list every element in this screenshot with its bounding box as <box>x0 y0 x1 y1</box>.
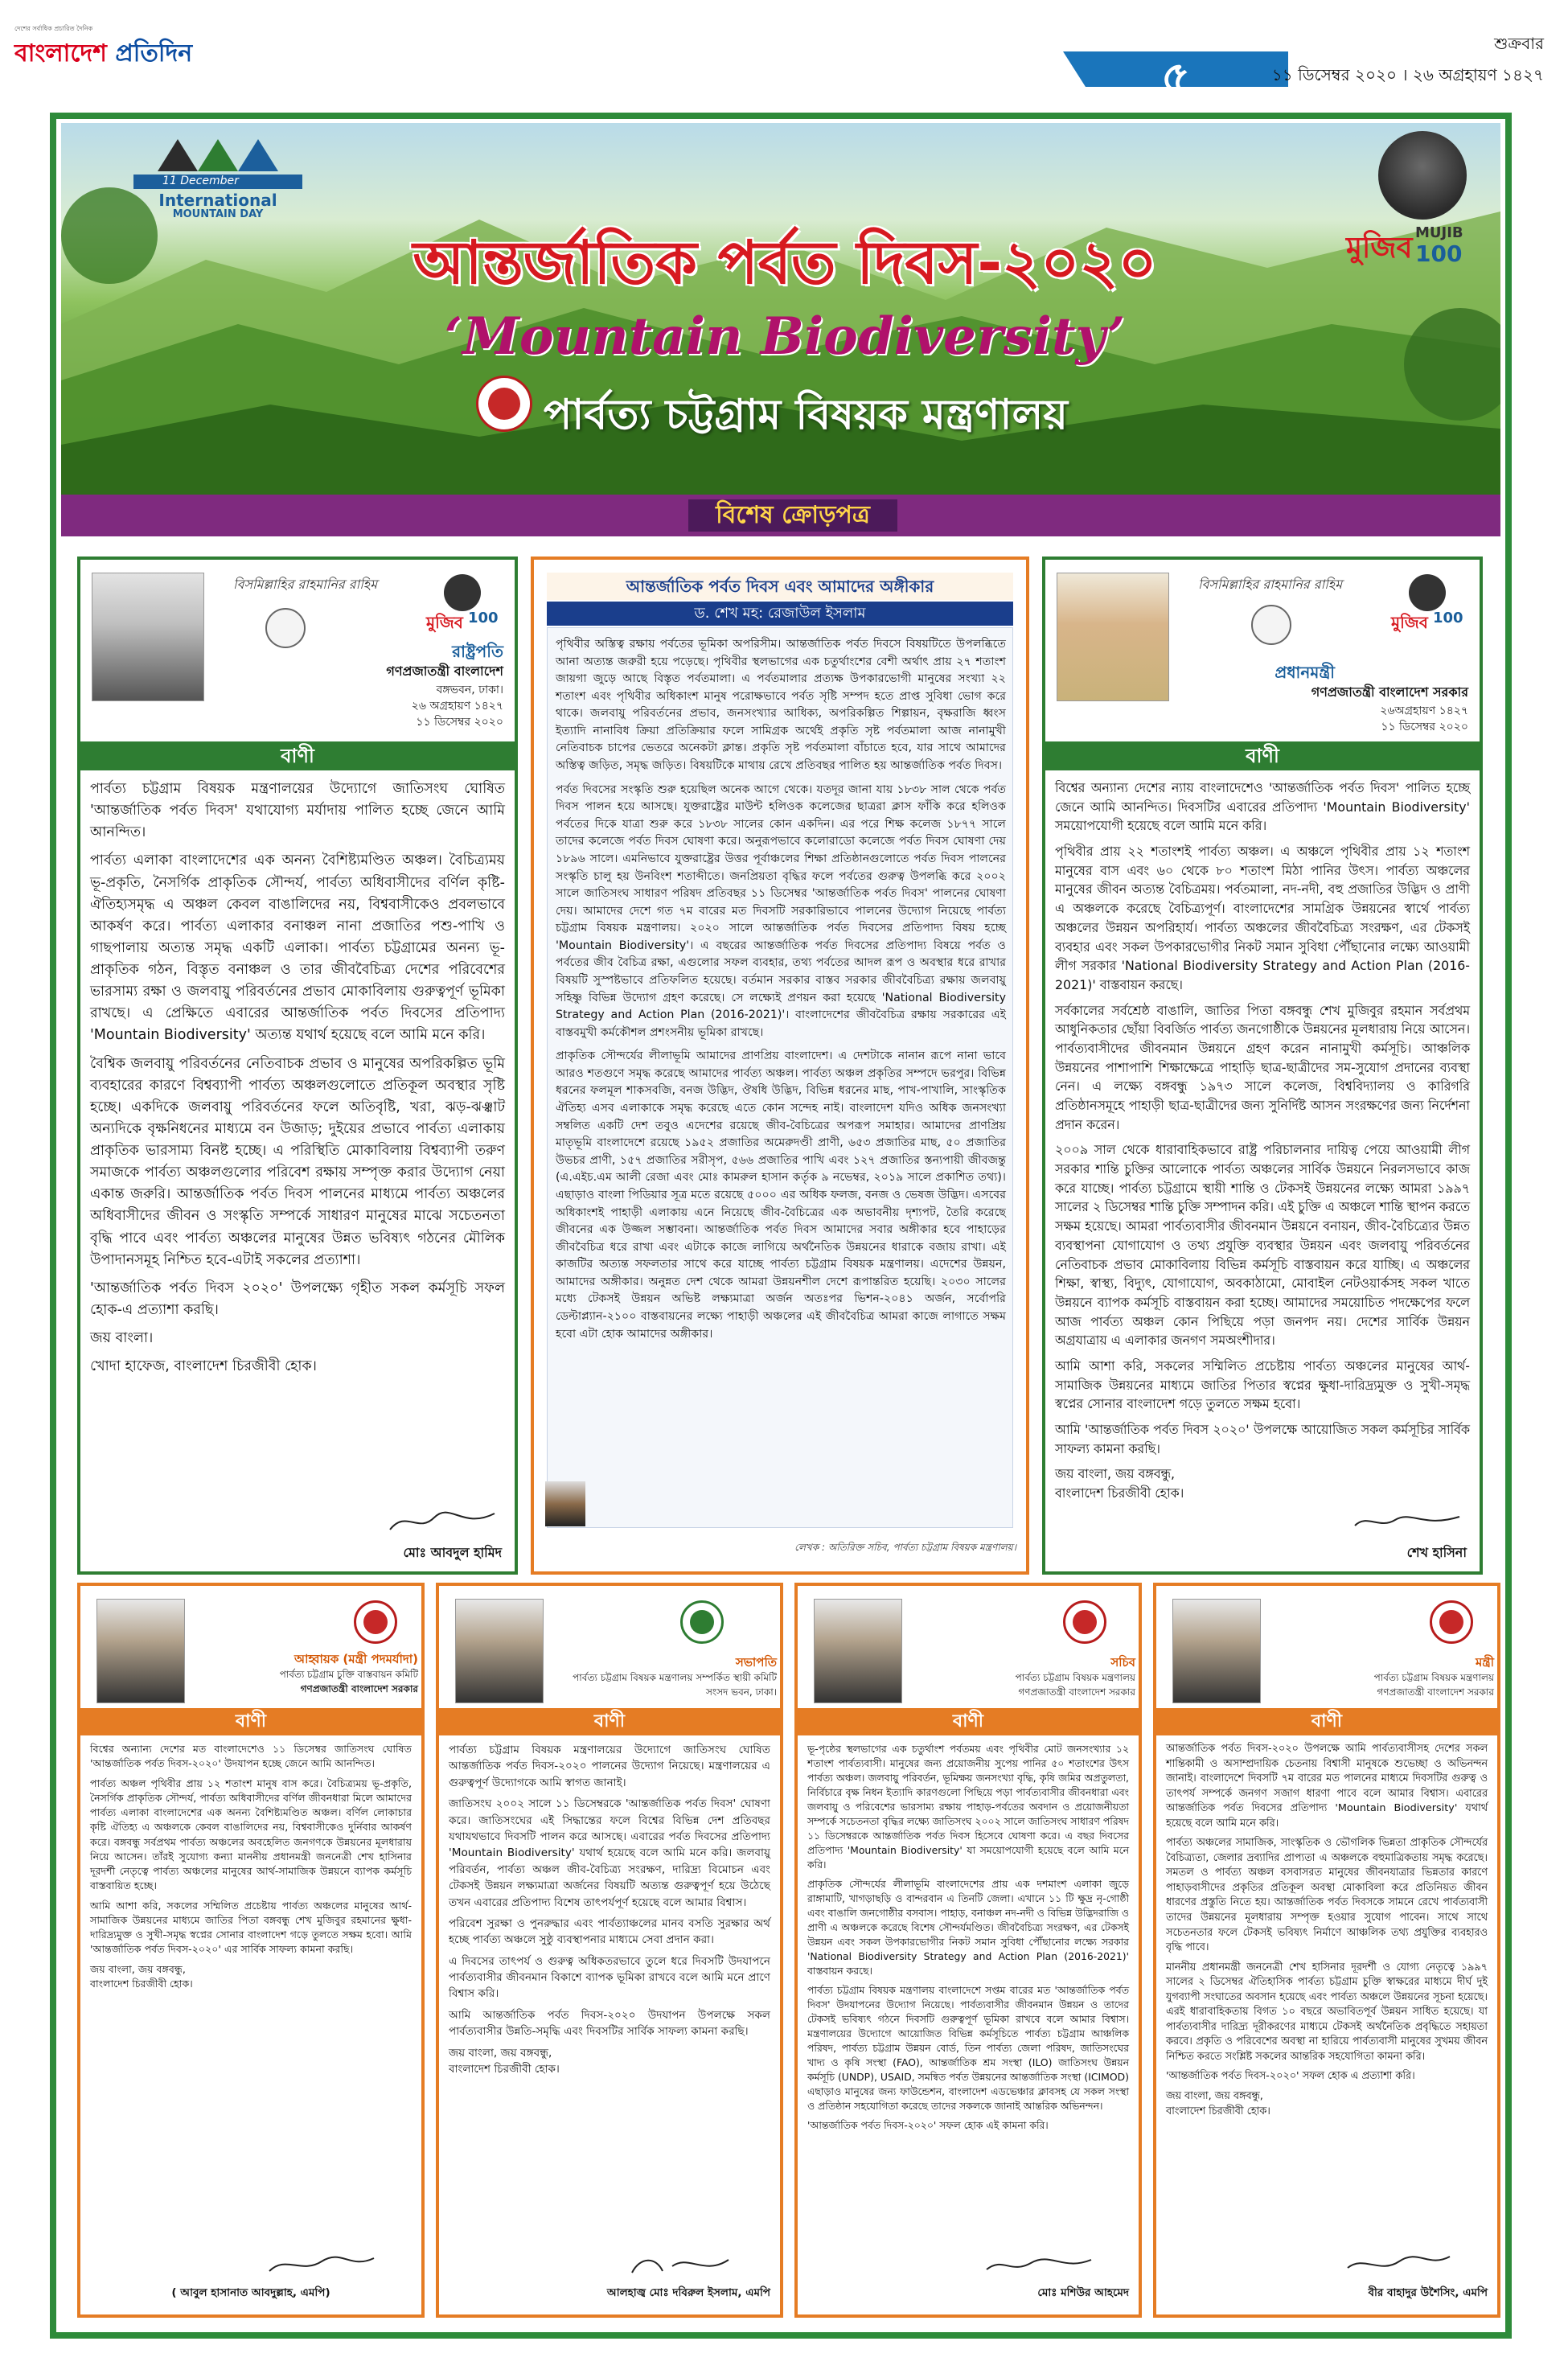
logo-brand <box>14 34 192 75</box>
paragraph: মাননীয় প্রধানমন্ত্রী জননেত্রী শেখ হাসিনার দূরদর্শী ও যোগ্য নেতৃত্বে ১৯৯৭ সালের ২ ডিসেম্বর ঐতিহাসিক পার্বত্য চট্টগ্রাম চুক্তি স্বাক্ষরের মাধ্যমে দীর্ঘ দুই যুগব্যাপী সংঘাতের অবসান হয়েছে এবং পার্বত্য অঞ্চলে উন্নয়নের সূচনা হয়েছে। এরই ধারাবাহিকতায় বিগত ১০ বছরে অভাবিতপূর্ব উন্নয়ন সাধিত হয়েছে। যা পার্বত্যবাসীর দারিদ্র্য দূরীকরণের মাধ্যমে টেকসই অর্থনৈতিক প্রবৃদ্ধিতে সহায়তা করবে। প্রকৃতি ও পরিবেশের অবস্থা না হারিয়ে পার্বত্যবাসী মানুষের সুখময় জীবন নিশ্চিত করতে সংশ্লিষ্ট সকলের আন্তরিক সহযোগিতা কামনা করি। <box>1166 1961 1488 2063</box>
pm-photo <box>1057 573 1169 701</box>
paragraph: ভূ-পৃষ্ঠের স্থলভাগের এক চতুর্থাংশ পর্বতময় এবং পৃথিবীর মোট জনসংখ্যার ১২ শতাংশ পার্বত্যবাসী। মানুষের জন্য প্রয়োজনীয় সুপেয় পানির ৫০ শতাংশের উৎস পার্বত্য অঞ্চল। জলবায়ু পরিবর্তন, ভূমিক্ষয় জনসংখ্যা বৃদ্ধি, কৃষি জমির অপ্রতুলতা, নির্বিচারে বৃক্ষ নিধন ইত্যাদি কারণগুলো পিছিয়ে পড়া পার্বত্যবাসীর জীবনধারা এবং জলবায়ু ও পরিবেশের ভারসাম্য রক্ষায় পাহাড়-পর্বতের অবদান ও প্রয়োজনীয়তা সম্পর্কে সচেতনতা বৃদ্ধির লক্ষ্যে জাতিসংঘ ২০০২ সালে জাতিসংঘ সাধারণ পরিষদ ১১ ডিসেম্বরকে আন্তর্জাতিক পর্বত দিবস হিসেবে ঘোষণা করে। এ বছর দিবসের প্রতিপাদ্য 'Mountain Biodiversity' যা সময়োপযোগী হয়েছে বলে আমি মনে করি। <box>807 1743 1129 1871</box>
bani-heading: বাণী <box>80 1708 421 1735</box>
president-date-english: ১১ ডিসেম্বর ২০২০ <box>416 716 503 729</box>
special-supplement-bar <box>61 495 1500 536</box>
masthead <box>0 0 1568 113</box>
mujib-centenary-logo <box>1346 131 1491 292</box>
message-body <box>1166 1742 1488 2124</box>
secretary-signature <box>983 2250 1095 2279</box>
message-body <box>807 1742 1129 2138</box>
author-photo <box>545 1481 585 1526</box>
bani-heading: বাণী <box>798 1708 1139 1735</box>
message-header <box>80 1586 421 1707</box>
president-role: রাষ্ট্রপতি <box>452 642 503 661</box>
paragraph: খোদা হাফেজ, বাংলাদেশ চিরজীবী হোক। <box>90 1358 317 1375</box>
paragraph: বাংলাদেশ চিরজীবী হোক। <box>1055 1485 1184 1501</box>
president-bani-heading: বাণী <box>80 741 515 770</box>
paragraph: আমি আশা করি, সকলের সম্মিলিত প্রচেষ্টায় পার্বত্য অঞ্চলের মানুষের আর্থ-সামাজিক উন্নয়নের মাধ্যমে জাতির পিতা বঙ্গবন্ধু শেখ মুজিবুর রহমানের ক্ষুধা-দারিদ্র্যমুক্ত ও সুখী-সমৃদ্ধ স্বপ্নের সোনার বাংলাদেশ গড়ে তুলতে সক্ষম হবো। আমি 'আন্তর্জাতিক পর্বত দিবস-২০২০' এর সার্বিক সাফল্য কামনা করছি। <box>90 1899 412 1956</box>
minister-message <box>1153 1583 1500 2318</box>
message-org-line1: পার্বত্য চট্টগ্রাম বিষয়ক মন্ত্রণালয় সম্পর্কিত স্থায়ী কমিটি <box>573 1672 777 1683</box>
paragraph: ২০০৯ সাল থেকে ধারাবাহিকভাবে রাষ্ট্র পরিচালনার দায়িত্ব পেয়ে আওয়ামী লীগ সরকার শান্তি চুক্তির আলোকে পার্বত্য অঞ্চলের সার্বিক উন্নয়নে নিরলসভাবে কাজ করে যাচ্ছে। পার্বত্য চট্টগ্রামে স্থায়ী শান্তি ও টেকসই উন্নয়নের লক্ষ্যে আমরা ১৯৯৭ সালের ২ ডিসেম্বর শান্তি চুক্তি সম্পাদন করি। এই চুক্তি এ অঞ্চলে শান্তি স্থাপন করতে সক্ষম হয়েছে। আমরা পার্বত্যবাসীর জীবনমান উন্নয়নে বনায়ন, জীব-বৈচিত্র্যের উন্নত ব্যবস্থাপনা যোগাযোগ ও তথ্য প্রযুক্তি ব্যবস্থার উন্নয়ন এবং জলবায়ু পরিবর্তনের নেতিবাচক প্রভাব মোকাবিলায় বিভিন্ন কর্মসূচি বাস্তবায়ন করে যাচ্ছি। এ অঞ্চলের শিক্ষা, স্বাস্থ্য, বিদ্যুৎ, যোগাযোগ, অবকাঠামো, মোবাইল নেটওয়ার্কসহ সকল খাতে উন্নয়নে ব্যাপক কর্মসূচি বাস্তবায়ন করা হচ্ছে। আমাদের সময়োচিত পদক্ষেপের ফলে আজ পার্বত্য অঞ্চল কোন পিছিয়ে পড়া জনপদ নয়। দেশের সার্বিক উন্নয়ন অগ্রযাত্রায় এ এলাকার জনগণ সমঅংশীদার। <box>1055 1142 1470 1349</box>
president-header <box>80 560 515 737</box>
paragraph: বাংলাদেশ চিরজীবী হোক। <box>1166 2105 1270 2117</box>
pm-message <box>1042 557 1483 1575</box>
signatory-name: আলহাজ্ব মোঃ দবিরুল ইসলাম, এমপি <box>606 2286 770 2299</box>
mujib-eng: MUJIB <box>1415 224 1463 241</box>
article-content <box>547 627 1013 1528</box>
paragraph: আমি আশা করি, সকলের সম্মিলিত প্রচেষ্টায় পার্বত্য অঞ্চলের মানুষের আর্থ-সামাজিক উন্নয়নের মাধ্যমে জাতির পিতার স্বপ্নের ক্ষুধা-দারিদ্র্যমুক্ত ও সুখী-সমৃদ্ধ স্বপ্নের সোনার বাংলাদেশ গড়ে তুলতে সক্ষম হবো। <box>1055 1357 1470 1412</box>
article-byline: লেখক : অতিরিক্ত সচিব, পার্বত্য চট্টগ্রাম বিষয়ক মন্ত্রণালয়। <box>794 1542 1016 1553</box>
chairman-photo <box>455 1599 544 1703</box>
mujib-word: মুজিব <box>1391 613 1428 632</box>
paragraph: জয় বাংলা, জয় বঙ্গবন্ধু, <box>1055 1466 1176 1482</box>
paragraph: পার্বত্য এলাকা বাংলাদেশের এক অনন্য বৈশিষ্ট্যমণ্ডিত অঞ্চল। বৈচিত্র্যময় ভূ-প্রকৃতি, নৈসর্গিক প্রাকৃতিক সৌন্দর্য, পার্বত্য অধিবাসীদের বর্ণিল কৃষ্টি-ঐতিহ্যসমৃদ্ধ এ অঞ্চল কেবল বাঙালিদের নয়, বিশ্ববাসীকেও প্রবলভাবে আকর্ষণ করে। পার্বত্য এলাকার বনাঞ্চল নানা প্রজাতির পশু-পাখি ও গাছপালায় অত্যন্ত সমৃদ্ধ একটি এলাকা। পার্বত্য চট্টগ্রামের অনন্য ভূ-প্রাকৃতিক গঠন, বিস্তৃত বনাঞ্চল ও তার জীববৈচিত্র্য দেশের পরিবেশের ভারসাম্য রক্ষা ও জলবায়ু পরিবর্তনের প্রভাব মোকাবিলায় গুরুত্বপূর্ণ ভূমিকা রাখছে। এ প্রেক্ষিতে এবারের আন্তর্জাতিক পর্বত দিবসের প্রতিপাদ্য 'Mountain Biodiversity' অত্যন্ত যথার্থ হয়েছে বলে আমি মনে করি। <box>90 852 505 1044</box>
signatory-name: ( আবুল হাসানাত আবদুল্লাহ, এমপি) <box>171 2286 330 2299</box>
message-org-line1: পার্বত্য চট্টগ্রাম বিষয়ক মন্ত্রণালয় <box>1373 1672 1494 1683</box>
mujib-centenary-logo <box>426 574 499 639</box>
paragraph: পৃথিবীর অস্তিত্ব রক্ষায় পর্বতের ভূমিকা অপরিসীম। আন্তর্জাতিক পর্বত দিবসে বিষয়টিতে উপলব্ধিতে আনা অত্যন্ত জরুরী হয়ে পড়েছে। পৃথিবীর স্থলভাগের এক চতুর্থাংশের বেশী অর্থাৎ প্রায় ২৭ শতাংশ জায়গা জুড়ে আছে বিস্তৃত পর্বতমালা। এ পর্বতমালার প্রত্যক্ষ উপকারভোগী মানুষের সংখ্যা ২২ শতাংশ এবং পৃথিবীর অধিকাংশ মানুষ পরোক্ষভাবে পর্বত সৃষ্টি সম্পদ হতে প্রাপ্ত সুবিধা ভোগ করে থাকে। জলবায়ু পরিবর্তনের প্রভাব, জনসংখ্যার আধিক্য, অপরিকল্পিত শিল্পায়ন, বৃক্ষরাজি ধ্বংস ইত্যাদি নানাবিধ ক্রিয়া প্রতিক্রিয়ার ফলে সামিগ্রক অর্থেই প্রকৃতি সৃষ্ট পর্বতমালা আজ নানামুখী নেতিবাচক চাপের ভেতরে অনেকটা ক্লান্ত। প্রকৃতি সৃষ্ট পর্বতমালা বাঁচাতে হবে, যার সাথে আমাদের অস্তিত্ব জড়িত, সমৃদ্ধ জড়িত। বিষয়টিকে মাথায় রেখে প্রতিবছর পালিত হয় আন্তর্জাতিক পর্বত দিবস। <box>556 638 1006 773</box>
ministry-emblem-icon <box>354 1600 397 1644</box>
paragraph: বাংলাদেশ চিরজীবী হোক। <box>449 2063 560 2076</box>
message-header <box>1156 1586 1497 1707</box>
page-number-box <box>1063 32 1288 105</box>
paragraph: পার্বত্য চট্টগ্রাম বিষয়ক মন্ত্রণালয়ের উদ্যোগে জাতিসংঘ ঘোষিত আন্তর্জাতিক পর্বত দিবস-২০২০ পালনের উদ্যোগ নিয়েছে। মন্ত্রণালয়ের এ গুরুত্বপূর্ণ উদ্যোগকে আমি স্বাগত জানাই। <box>449 1744 770 1789</box>
paragraph: 'আন্তর্জাতিক পর্বত দিবস-২০২০' সফল হোক এই কামনা করি। <box>807 2118 1049 2131</box>
paragraph: পরিবেশ সুরক্ষা ও পুনরুদ্ধার এবং পার্বত্যাঞ্চলের মানব বসতি সুরক্ষার অর্থ হচ্ছে পার্বত্য অঞ্চলে সুষ্ঠু ব্যবস্থাপনার মাধ্যমে সেবা প্রদান করা। <box>449 1916 770 1947</box>
message-org-line2: গণপ্রজাতন্ত্রী বাংলাদেশ সরকার <box>1018 1686 1135 1698</box>
brand-part-2: প্রতিদিন <box>115 39 193 68</box>
message-org-line1: পার্বত্য চট্টগ্রাম বিষয়ক মন্ত্রণালয় <box>1015 1672 1135 1683</box>
article-title: আন্তর্জাতিক পর্বত দিবস এবং আমাদের অঙ্গীকার <box>547 573 1013 600</box>
mujib-number: 100 <box>1415 240 1463 267</box>
bani-heading: বাণী <box>1156 1708 1497 1735</box>
banner-title: আন্তর্জাতিক পর্বত দিবস-২০২০ <box>413 228 1157 298</box>
feature-article <box>531 557 1029 1575</box>
ministry-emblem-icon <box>1430 1600 1473 1644</box>
government-seal-icon <box>1251 605 1291 645</box>
paragraph: জয় বাংলা, জয় বঙ্গবন্ধু, <box>449 2046 552 2060</box>
banner <box>61 123 1500 495</box>
article-author: ড. শেখ মহ: রেজাউল ইসলাম <box>547 602 1013 626</box>
mountain-peaks-icon <box>158 131 278 171</box>
bismillah-text: বিসমিল্লাহির রাহমানির রাহিম <box>1198 577 1343 592</box>
president-place: বঙ্গভবন, ঢাকা। <box>436 684 503 696</box>
message-org-line2: সংসদ ভবন, ঢাকা। <box>706 1686 777 1698</box>
paragraph: প্রাকৃতিক সৌন্দর্যের লীলাভূমি বাংলাদেশের প্রায় এক দশমাংশ এলাকা জুড়ে রাঙ্গামাটি, খাগড়াছড়ি ও বান্দরবান এ তিনটি জেলা। এখানে ১১ টি ক্ষুদ্র নৃ-গোষ্ঠী এবং বাঙালি জনগোষ্ঠীর বসবাস। পাহাড়, বনাঞ্চল নদ-নদী ও বিভিন্ন উদ্ভিদরাজি ও প্রাণী এ অঞ্চলকে করেছে বিশেষ সৌন্দর্যমণ্ডিত। জীববৈচিত্র্য সংরক্ষণ, এর টেকসই উন্নয়ন এবং সকল উপকারভোগীর নিকট সমান সুবিধা পৌঁছানোর লক্ষ্যে সরকার 'National Biodiversity Strategy and Action Plan (2016-2021)' বাস্তবায়ন করছে। <box>807 1877 1129 1977</box>
chairman-signature <box>624 2250 737 2279</box>
message-role: সভাপতি <box>735 1655 777 1670</box>
mujib-number: 100 <box>468 610 499 626</box>
pm-org: গণপ্রজাতন্ত্রী বাংলাদেশ সরকার <box>1311 684 1468 700</box>
article-text <box>556 636 1006 1349</box>
president-message <box>77 557 518 1575</box>
mujib-centenary-logo <box>1391 574 1463 639</box>
paragraph: 'আন্তর্জাতিক পর্বত দিবস ২০২০' উপলক্ষ্যে গৃহীত সকল কর্মসূচি সফল হোক-এ প্রত্যাশা করছি। <box>90 1279 505 1318</box>
bismillah-text: বিসমিল্লাহির রাহমানির রাহিম <box>233 577 378 592</box>
bani-heading: বাণী <box>439 1708 780 1735</box>
message-org-line1: পার্বত্য চট্টগ্রাম চুক্তি বাস্তবায়ন কমিটি <box>279 1669 418 1680</box>
logo-tagline: দেশের সর্বাধিক প্রচারিত দৈনিক <box>14 25 93 32</box>
convener-photo <box>96 1599 185 1703</box>
paragraph: পার্বত্য অঞ্চলের সামাজিক, সাংস্কৃতিক ও ভৌগলিক ভিন্নতা প্রাকৃতিক সৌন্দর্যের বৈচিত্র্যতা, জেলার দ্রব্যাদির প্রাপ্যতা এ অঞ্চলকে বহুমাত্রিকতায় সমৃদ্ধ করেছে। সমতল ও পার্বত্য অঞ্চল বসবাসরত মানুষের জীবনযাত্রার ভিন্নতার কারণে পাহাড়বাসীদের প্রকৃতির প্রতিকূল অবস্থা মোকাবিলা করে প্রতিনিয়ত জীবন ধারণের প্রস্তুতি নিতে হয়। আন্তর্জাতিক পর্বত দিবসকে সামনে রেখে পার্বত্যবাসী তাদের উন্নয়নের মূলধারায় সম্পৃক্ত হওয়ার সুযোগ পাবেন। সাথে সাথে সচেতনতার ফলে টেকসই ভবিষ্যৎ নির্মাণে আঞ্চলিক তথ্য প্রযুক্তির ব্যবহারও বৃদ্ধি পাবে। <box>1166 1837 1488 1954</box>
convener-signature <box>265 2250 378 2279</box>
president-signature <box>386 1505 499 1538</box>
national-emblem-icon <box>265 608 306 648</box>
paragraph: জয় বাংলা। <box>90 1330 154 1346</box>
dateline-day: শুক্রবার <box>1494 34 1544 53</box>
president-photo <box>92 573 204 701</box>
pm-body <box>1055 778 1470 1509</box>
paragraph: পার্বত্য চট্টগ্রাম বিষয়ক মন্ত্রণালয়ের উদ্যোগে জাতিসংঘ ঘোষিত 'আন্তর্জাতিক পর্বত দিবস' যথাযোগ্য মর্যাদায় পালিত হচ্ছে জেনে আমি আনন্দিত। <box>90 781 505 841</box>
signatory-name: মোঃ মশিউর আহমেদ <box>1037 2286 1129 2299</box>
paragraph: আমি 'আন্তর্জাতিক পর্বত দিবস ২০২০' উপলক্ষে আয়োজিত সকল কর্মসূচির সার্বিক সাফল্য কামনা করছি। <box>1055 1422 1470 1456</box>
president-date-bangla: ২৬ অগ্রহায়ণ ১৪২৭ <box>411 700 503 713</box>
bangabandhu-portrait <box>1409 574 1446 611</box>
paragraph: সর্বকালের সর্বশ্রেষ্ঠ বাঙালি, জাতির পিতা বঙ্গবন্ধু শেখ মুজিবুর রহমান সর্বপ্রথম আধুনিকতার ছোঁয়া বিবর্জিত পার্বত্য জনগোষ্ঠীকে উন্নয়নের মূলধারায় নিয়ে আসেন। পার্বত্যবাসীদের জীবনমান উন্নয়নে গ্রহণ করেন নানামুখী কর্মসূচি। আঞ্চলিক উন্নয়নের পাশাপাশি শিক্ষাক্ষেত্রে পাহাড়ি ছাত্র-ছাত্রীদের সম-সুযোগ প্রদানের ব্যবস্থা নেন। এ লক্ষ্যে বঙ্গবন্ধু ১৯৭৩ সালে কলেজ, বিশ্ববিদ্যালয় ও কারিগরি প্রতিষ্ঠানসমূহে পাহাড়ী ছাত্র-ছাত্রীদের জন্য সুনির্দিষ্ট আসন সংরক্ষণের জন্য নির্দেশনা প্রদান করেন। <box>1055 1002 1470 1132</box>
imd-date: 11 December <box>133 175 302 189</box>
bangabandhu-portrait <box>444 574 481 611</box>
imd-name-line1: International <box>158 191 277 210</box>
message-body <box>90 1742 412 1996</box>
pm-role: প্রধানমন্ত্রী <box>1275 663 1335 682</box>
brand-part-1: বাংলাদেশ <box>14 39 116 68</box>
paragraph: এ দিবসের তাৎপর্য ও গুরুত্ব অধিকতরভাবে তুলে ধরে দিবসটি উদযাপনে পার্বত্যবাসীর জীবনমান বিকাশে ব্যাপক ভূমিকা রাখবে বলে আমি মনে প্রাণে বিশ্বাস করি। <box>449 1954 770 2001</box>
message-role: মন্ত্রী <box>1475 1655 1494 1670</box>
bangabandhu-portrait <box>1378 131 1467 220</box>
dateline <box>1272 32 1544 90</box>
ministry-emblem-icon <box>1063 1600 1106 1644</box>
minister-signature <box>1341 2250 1454 2279</box>
ministry-name: পার্বত্য চট্টগ্রাম বিষয়ক মন্ত্রণালয় <box>544 391 1068 439</box>
message-org-line2: গণপ্রজাতন্ত্রী বাংলাদেশ সরকার <box>300 1683 418 1694</box>
secretary-message <box>794 1583 1142 2318</box>
pm-header <box>1045 560 1480 737</box>
paragraph: বিশ্বের অন্যান্য দেশের ন্যায় বাংলাদেশেও 'আন্তর্জাতিক পর্বত দিবস' পালিত হচ্ছে জেনে আমি আনন্দিত। দিবসটির এবারের প্রতিপাদ্য 'Mountain Biodiversity' সময়োপযোগী হয়েছে বলে আমি মনে করি। <box>1055 780 1470 834</box>
paragraph: আন্তর্জাতিক পর্বত দিবস-২০২০ উপলক্ষে আমি পার্বত্যবাসীসহ দেশের সকল শান্তিকামী ও অসাম্প্রদায়িক চেতনায় বিশ্বাসী মানুষকে শুভেচ্ছা ও অভিনন্দন জানাই। বাংলাদেশে দিবসটি ৭ম বারের মত পালনের মাধ্যমে দিবসটির গুরুত্ব ও তাৎপর্য সম্পর্কে জনগণ সজাগ ধারণা পাবে বলে আমার বিশ্বাস। এবারের আন্তর্জাতিক পর্বত দিবসের প্রতিপাদ্য 'Mountain Biodiversity' যথার্থ হয়েছে বলে আমি মনে করি। <box>1166 1743 1488 1830</box>
paragraph: জয় বাংলা, জয় বঙ্গবন্ধু, <box>90 1962 186 1975</box>
paragraph: জাতিসংঘ ২০০২ সালে ১১ ডিসেম্বরকে 'আন্তর্জাতিক পর্বত দিবস' ঘোষণা করে। জাতিসংঘের এই সিদ্ধান্তের ফলে বিশ্বের বিভিন্ন দেশ প্রতিবছর যথাযথভাবে দিবসটি পালন করে আসছে। এবারের পর্বত দিবসের প্রতিপাদ্য 'Mountain Biodiversity' যথার্থ হয়েছে বলে আমি মনে করি। জলবায়ু পরিবর্তন, পার্বত্য অঞ্চল জীব-বৈচিত্র্য সংরক্ষণ, দারিদ্র্য বিমোচন এবং টেকসই উন্নয়ন লক্ষ্যমাত্রা অর্জনের বিষয়টি অত্যন্ত গুরুত্বপূর্ণ হয়ে উঠেছে তখন এবারের প্রতিপাদ্য বিশেষ তাৎপর্যপূর্ণ হয়েছে বলে আমার বিশ্বাস। <box>449 1797 770 1909</box>
president-body <box>90 778 505 1384</box>
ministry-emblem-icon <box>476 376 532 432</box>
mujib-word: মুজিব <box>1346 232 1413 265</box>
message-body <box>449 1742 770 2082</box>
message-org-line2: গণপ্রজাতন্ত্রী বাংলাদেশ সরকার <box>1377 1686 1494 1698</box>
pm-bani-heading: বাণী <box>1045 741 1480 770</box>
paragraph: বৈশ্বিক জলবায়ু পরিবর্তনের নেতিবাচক প্রভাব ও মানুষের অপরিকল্পিত ভূমি ব্যবহারের কারণে বিশ্বব্যাপী পার্বত্য অঞ্চলগুলোতে প্রতিকূল অবস্থার সৃষ্টি হচ্ছে। একদিকে জলবায়ু পরিবর্তনের ফলে অতিবৃষ্টি, খরা, ঝড়-ঝঞ্ঝাট অন্যদিকে বৃক্ষনিধনের মাধ্যমে বন উজাড়; দুইয়ের প্রভাবে পার্বত্য এলাকায় প্রাকৃতিক ভারসাম্য বিনষ্ট হচ্ছে। এ পরিস্থিতি মোকাবিলায় বিশ্বব্যাপী তরুণ সমাজকে পার্বত্য অঞ্চলগুলোর পরিবেশ রক্ষায় সম্পৃক্ত করার উদ্যোগ নেয়া একান্ত জরুরি। আন্তর্জাতিক পর্বত দিবস পালনের মাধ্যমে পার্বত্য অঞ্চলের অধিবাসীদের জীবন ও সংস্কৃতি সম্পর্কে সাধারণ মানুষের মাঝে সচেতনতা বৃদ্ধি পাবে এবং পার্বত্য অঞ্চলের মানুষের উন্নত ভবিষ্যৎ গঠনের মৌলিক উপাদানসমূহ নিশ্চিত হবে-এটাই সকলের প্রত্যাশা। <box>90 1055 505 1268</box>
president-name: মোঃ আবদুল হামিদ <box>403 1545 502 1560</box>
paragraph: পর্বত দিবসের সংস্কৃতি শুরু হয়েছিল অনেক আগে থেকে। যতদূর জানা যায় ১৮৩৮ সাল থেকে পর্বত দিবস পালন হয়ে আসছে। যুক্তরাষ্ট্রের মাউন্ট হলিওক কলেজের ছাত্ররা ক্লাস ফাঁকি করে হলিওক পর্বতের দিকে যাত্রা শুরু করে ১৮৩৮ সালের কোন একদিন। এর পরে শিক্ষ কলেজ ১৮৭৭ সালে তাদের কলেজে পর্বত দিবস ঘোষণা করে। অনুরূপভাবে কলোরাডো কলেজে পর্বত দিবস ঘোষণা দেয় ১৮৯৬ সালে। এমনিভাবে যুক্তরাষ্ট্রের উত্তর পূর্বাঞ্চলের শিক্ষা প্রতিষ্ঠানগুলোতে পর্বত দিবস পালনের সংস্কৃতি চালু হয় উনবিংশ শতাব্দীতে। জনপ্রিয়তা বৃদ্ধির ফলে পর্বতের গুরুত্ব উপলব্ধি করে ২০০২ সালে জাতিসংঘ সাধারণ পরিষদ প্রতিবছর ১১ ডিসেম্বর 'আন্তর্জাতিক পর্বত দিবস' পালনের ঘোষণা দেয়। আমাদের দেশে গত ৭ম বারের মত দিবসটি সরকারিভাবে পালনের উদ্যোগ নিয়েছে পার্বত্য চট্টগ্রাম বিষয়ক মন্ত্রণালয়। ২০২০ সালে আন্তর্জাতিক পর্বত দিবসের প্রতিপাদ্য বিষয় হচ্ছে 'Mountain Biodiversity'। এ বছরের আন্তর্জাতিক পর্বত দিবসের প্রতিপাদ্য বিষয়ে পর্বত ও পর্বতের জীব বৈচিত্র রক্ষা, এগুলোর সফল ব্যবহার, তথ্য পর্বতের আদল রূপ ও অবস্থার ধরে রাখার বিষয়টি সুস্পষ্টভাবে প্রতিফলিত হয়েছে। বর্তমান সরকার বাস্তব সরকার জীববৈচিত্র্য রক্ষায় জলবায়ু সহিষ্ণু বিভিন্ন উদ্যোগ গ্রহণ করেছে। সে লক্ষ্যেই প্রণয়ন করা হয়েছে 'National Biodiversity Strategy and Action Plan (2016-2021)'। বাংলাদেশের জীববৈচিত্র রক্ষায় সরকারের এই বাস্তবমুখী কর্মকৌশল প্রশংসনীয় ভূমিকা রাখছে। <box>556 782 1006 1039</box>
paragraph: পৃথিবীর প্রায় ২২ শতাংশই পার্বত্য অঞ্চল। এ অঞ্চলে পৃথিবীর প্রায় ১২ শতাংশ মানুষের বাস এবং ৬০ থেকে ৮০ শতাংশ মিঠা পানির উৎস। পার্বত্য অঞ্চলের মানুষের জীবন অত্যন্ত বৈচিত্রময়। পর্বতমালা, নদ-নদী, বহু প্রজাতির উদ্ভিদ ও প্রাণী এ অঞ্চলকে করেছে বৈচিত্র্যপূর্ণ। বাংলাদেশের সামগ্রিক উন্নয়নের স্বার্থে পার্বত্য অঞ্চলের উন্নয়ন অপরিহার্য। পার্বত্য অঞ্চলের জীববৈচিত্র্য সংরক্ষণ, এর টেকসই ব্যবহার এবং সকল উপকারভোগীর নিকট সমান সুবিধা পৌঁছানোর লক্ষ্যে আওয়ামী লীগ সরকার 'National Biodiversity Strategy and Action Plan (2016-2021)' বাস্তবায়ন করছে। <box>1055 844 1470 992</box>
chairman-message <box>436 1583 783 2318</box>
pm-name: শেখ হাসিনা <box>1406 1545 1467 1560</box>
convener-message <box>77 1583 425 2318</box>
imd-name-line2: MOUNTAIN DAY <box>172 208 264 220</box>
newspaper-logo[interactable] <box>14 24 232 68</box>
message-header <box>798 1586 1139 1707</box>
pm-date-bangla: ২৬অগ্রহায়ণ ১৪২৭ <box>1380 704 1468 717</box>
paragraph: বিশ্বের অন্যান্য দেশের মত বাংলাদেশেও ১১ ডিসেম্বর জাতিসংঘ ঘোষিত 'আন্তর্জাতিক পর্বত দিবস-২০২০' উদযাপন হচ্ছে জেনে আমি আনন্দিত। <box>90 1743 412 1770</box>
banner-subtitle: ‘Mountain Biodiversity’ <box>444 306 1126 367</box>
mujib-number: 100 <box>1433 610 1463 626</box>
president-org: গণপ্রজাতন্ত্রী বাংলাদেশ <box>386 663 503 679</box>
paragraph: পার্বত্য চট্টগ্রাম বিষয়ক মন্ত্রণালয় বাংলাদেশে সপ্তম বারের মত 'আন্তর্জাতিক পর্বত দিবস' উদযাপনের উদ্যোগ নিয়েছে। পার্বত্যবাসীর জীবনমান উন্নয়ন ও তাদের টেকসই ভবিষ্যৎ গঠনে দিবসটি গুরুত্বপূর্ণ ভূমিকা রাখবে বলে আমার বিশ্বাস। মন্ত্রণালয়ের উদ্যোগে আয়োজিত বিভিন্ন কর্মসূচিতে পার্বত্য চট্টগ্রাম আঞ্চলিক পরিষদ, পার্বত্য চট্টগ্রাম উন্নয়ন বোর্ড, তিন পার্বত্য জেলা পরিষদ, জাতিসংঘের খাদ্য ও কৃষি সংস্থা (FAO), আন্তর্জাতিক শ্রম সংস্থা (ILO) জাতিসংঘ উন্নয়ন কর্মসূচি (UNDP), USAID, সমন্বিত পর্বত উন্নয়নের আন্তর্জাতিক সংস্থা (ICIMOD) এছাড়াও মানুষের জন্য ফাউন্ডেশন, বাংলাদেশ এডভেঞ্চার ক্লাবসহ যে সকল সংস্থা ও প্রতিষ্ঠান সহযোগিতা করেছে তাদের সকলকে জানাই আন্তরিক অভিনন্দন। <box>807 1983 1129 2112</box>
pm-date-english: ১১ ডিসেম্বর ২০২০ <box>1381 721 1468 733</box>
paragraph: প্রাকৃতিক সৌন্দর্যের লীলাভূমি আমাদের প্রাণপ্রিয় বাংলাদেশ। এ দেশটাকে নানান রূপে নানা ভাবে আরও শতগুণে সমৃদ্ধ করেছে আমাদের পার্বত্য অঞ্চল। পার্বত্য অঞ্চল প্রকৃতির সম্পদে ভরপুর। বিভিন্ন ধরনের ফলমূল শাকসবজি, বনজ উদ্ভিদ, ঔষধি উদ্ভিদ, বিভিন্ন ধরনের মাছ, পাখ-পাখালি, সাংস্কৃতিক ঐতিহ্য এসব এলাকাকে সমৃদ্ধ করেছে এতে কোন সন্দেহ নাই। বাংলাদেশ যদিও অধিক জনসংখ্যা সম্বলিত একটি দেশ তবুও এদেশের রয়েছে জীব-বৈচিত্রের অপরূপ সমাহার। আমাদের প্রাণপ্রিয় মাতৃভূমি বাংলাদেশে রয়েছে ১৯৫২ প্রজাতির অমেরুদণ্ডী প্রাণী, ৬৫৩ প্রজাতির মাছ, ৫০ প্রজাতির উভচর প্রাণী, ১৫৭ প্রজাতির সরীসৃপ, ৫৬৬ প্রজাতির পাখি এবং ১২৭ প্রজাতির স্তন্যপায়ী জীবজন্তু (এ.এইচ.এম আলী রেজা এবং মোঃ কামরুল হাসান কর্তৃক ৯ নভেম্বর, ২০১৯ সালে প্রকাশিত তথ্য)। এছাড়াও বাংলা পিডিয়ার সূত্র মতে রয়েছে ৫০০০ এর অধিক ফলজ, বনজ ও ভেষজ উদ্ভিদ। এসবের অধিকাংশই পাহাড়ী এলাকায় এনে নিয়েছে জীব-বৈচিত্রের এক অভাবনীয় দৃশ্যপট, তৈরি করেছে জীবনের এক উজ্জল সম্ভাবনা। আন্তর্জাতিক পর্বত দিবস আমাদের সবার অঙ্গীকার হবে পাহাড়ের জীববৈচিত্র ধরে রাখা এবং এটাকে কাজে লাগিয়ে অর্থনৈতিক উন্নয়নের ধারাকে বজায় রাখা। এই কাজটির অত্যন্ত সফলতার সাথে করে যাচ্ছে পার্বত্য চট্টগ্রাম বিষয়ক মন্ত্রণালয়। এদেশের উন্নয়ন, আমাদের অঙ্গীকার। অনুন্নত দেশ থেকে আমরা উন্নয়নশীল দেশে রূপান্তরিত হয়েছি। ২০৩০ সালের মধ্যে টেকসই উন্নয়ন অভিষ্ট লক্ষ্যমাত্রা অর্জন অতঃপর ভিশন-২০৪১ অর্জন, সর্বোপরি ডেল্টাপ্ল্যান-২১০০ বাস্তবায়নের লক্ষ্যে পাহাড়ী অঞ্চলের এই জীববৈচিত্র আমরা কাজে লাগাতে সক্ষম হবো এটা হোক আমাদের অঙ্গীকার। <box>556 1049 1006 1341</box>
paragraph: পার্বত্য অঞ্চল পৃথিবীর প্রায় ১২ শতাংশ মানুষ বাস করে। বৈচিত্র্যময় ভূ-প্রকৃতি, নৈসর্গিক প্রাকৃতিক সৌন্দর্য, পার্বত্য অধিবাসীদের বর্ণিল জীবনধারা মিলে আমাদের পার্বত্য এলাকা বাংলাদেশের এক অনন্য বৈশিষ্ট্যমণ্ডিত অঞ্চল। বর্ণিল লোকাচার কৃষ্টি ঐতিহ্য এ অঞ্চলকে কেবল বাঙালিদের নয়, বিশ্ববাসীকেও দুর্নিবার আকর্ষণ করে। বঙ্গবন্ধু সর্বপ্রথম পার্বত্য অঞ্চলের অবহেলিত জনগণকে উন্নয়নের মূলধারায় নিয়ে আসেন। তাঁরই সুযোগ্য কন্যা মাননীয় প্রধানমন্ত্রী জননেত্রী শেখ হাসিনার দূরদর্শী নেতৃত্বে পার্বত্য অঞ্চলের মানুষের আর্থ-সামাজিক উন্নয়নে ব্যাপক কর্মসূচি বাস্তবায়িত হচ্ছে। <box>90 1776 412 1892</box>
pm-signature <box>1351 1505 1463 1538</box>
paragraph: বাংলাদেশ চিরজীবী হোক। <box>90 1977 193 1990</box>
international-mountain-day-logo <box>133 131 302 220</box>
page-number: ৫ <box>1160 52 1191 105</box>
paragraph: 'আন্তর্জাতিক পর্বত দিবস-২০২০' সফল হোক এ প্রত্যাশা করি। <box>1166 2070 1415 2083</box>
message-role: আহ্বায়ক (মন্ত্রী পদমর্যাদা) <box>294 1652 418 1666</box>
paragraph: জয় বাংলা, জয় বঙ্গবন্ধু, <box>1166 2090 1263 2103</box>
paragraph: আমি আন্তর্জাতিক পর্বত দিবস-২০২০ উদযাপন উপলক্ষে সকল পার্বত্যবাসীর উন্নতি-সমৃদ্ধি এবং দিবসটির সার্বিক সাফল্য কামনা করছি। <box>449 2008 770 2039</box>
parliament-emblem-icon <box>680 1600 724 1644</box>
special-supplement-label: বিশেষ ক্রোড়পত্র <box>688 499 897 532</box>
mujib-word: মুজিব <box>426 613 463 632</box>
minister-photo <box>1172 1599 1261 1703</box>
message-header <box>439 1586 780 1707</box>
secretary-photo <box>814 1599 902 1703</box>
message-role: সচিব <box>1110 1655 1135 1670</box>
dateline-date: ১১ ডিসেম্বর ২০২০ । ২৬ অগ্রহায়ণ ১৪২৭ <box>1271 65 1544 84</box>
signatory-name: বীর বাহাদুর উশৈসিং, এমপি <box>1368 2286 1488 2299</box>
